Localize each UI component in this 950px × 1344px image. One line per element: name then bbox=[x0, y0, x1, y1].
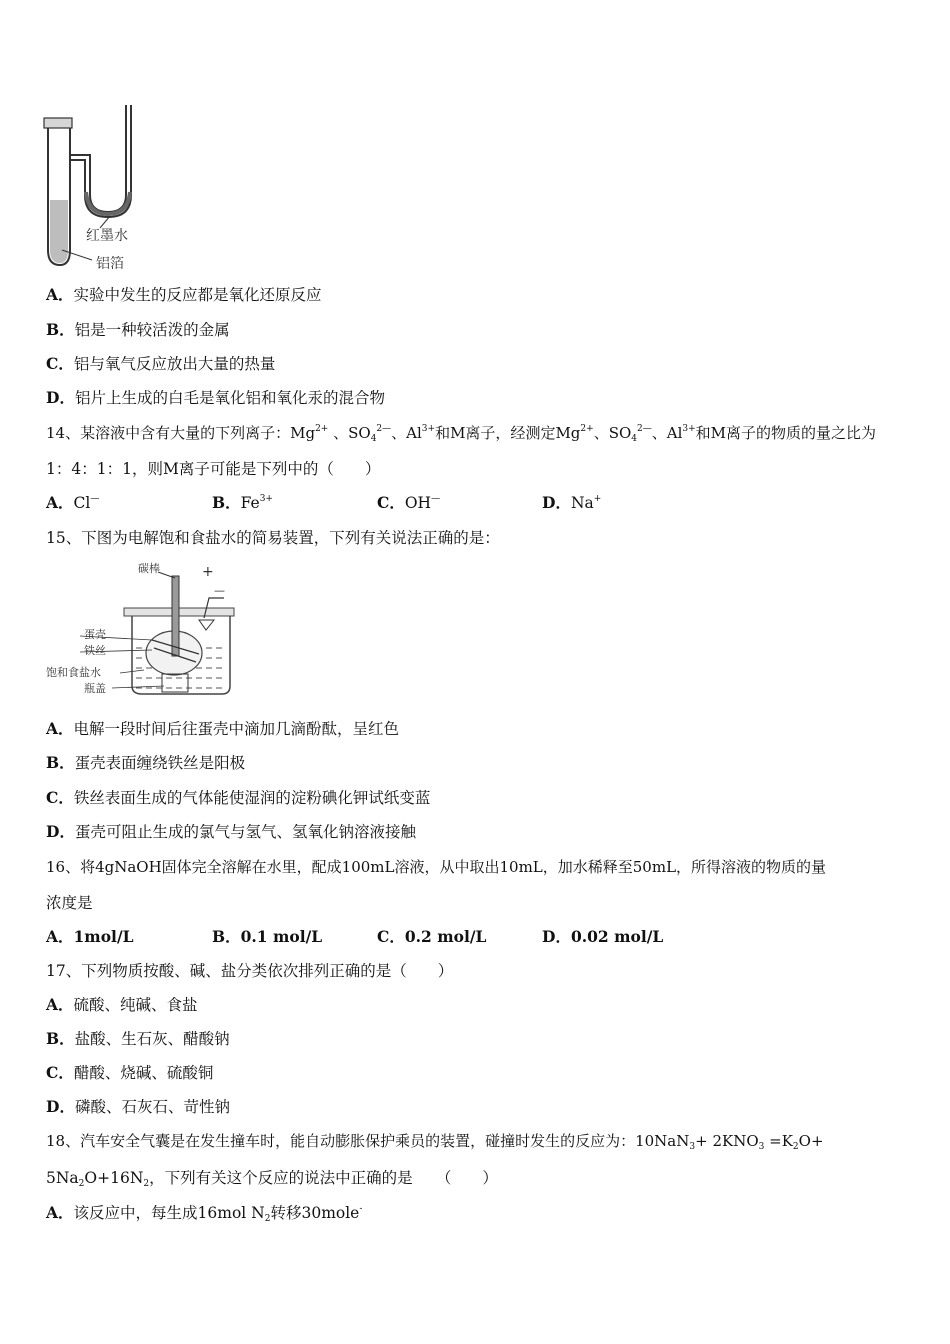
carbon-rod-shape bbox=[172, 576, 179, 656]
q17-option-d: D．磷酸、石灰石、苛性钠 bbox=[46, 1097, 230, 1116]
label-iron-wire: 铁丝 bbox=[84, 644, 106, 657]
stopper-shape bbox=[44, 118, 72, 128]
q15-option-d: D．蛋壳可阻止生成的氯气与氢气、氢氧化钠溶液接触 bbox=[46, 822, 416, 841]
foil-shape bbox=[50, 200, 68, 263]
q17-option-c: C．醋酸、烧碱、硫酸铜 bbox=[46, 1063, 214, 1082]
label-egg-shell: 蛋壳 bbox=[84, 628, 106, 641]
q15-stem: 15、下图为电解饱和食盐水的简易装置，下列有关说法正确的是： bbox=[46, 529, 500, 547]
q13-option-b: B．铝是一种较活泼的金属 bbox=[46, 320, 230, 339]
q16-option-c: C．0.2 mol/L bbox=[377, 927, 487, 946]
q13-option-c: C．铝与氧气反应放出大量的热量 bbox=[46, 354, 276, 373]
q14-option-d: D．Na+ bbox=[542, 493, 602, 512]
q16-option-a: A．1mol/L bbox=[46, 927, 134, 946]
label-aluminium-foil: 铝箔 bbox=[96, 256, 124, 272]
q15-option-a: A．电解一段时间后往蛋壳中滴加几滴酚酞，呈红色 bbox=[46, 719, 400, 738]
q14-stem: 14、某溶液中含有大量的下列离子：$Mg^{2+}$ 、$SO_4^{2—}$、$Al^{3+}$和M离子，经测定$Mg^{2+}$、$SO_4^{2—}$、$Al^{3+}$和M离子的物质的量之比为 bbox=[46, 424, 877, 444]
q18-stem: 18、汽车安全气囊是在发生撞车时，能自动膨胀保护乘员的装置，碰撞时发生的反应为：$10NaN_3+ 2KNO_3 =K_2O+$ bbox=[46, 1132, 824, 1152]
q17-stem: 17、下列物质按酸、碱、盐分类依次排列正确的是（ ） bbox=[46, 962, 454, 980]
q14-option-a: A．Cl— bbox=[46, 493, 100, 512]
q14-option-b: B．$Fe^{3+}$ bbox=[212, 493, 273, 512]
q17-option-b: B．盐酸、生石灰、醋酸钠 bbox=[46, 1029, 230, 1048]
label-red-ink: 红墨水 bbox=[86, 228, 128, 244]
label-carbon-rod: 碳棒 bbox=[138, 562, 160, 575]
label-brine: 饱和食盐水 bbox=[46, 666, 101, 679]
q14-option-c: C．OH— bbox=[377, 493, 441, 512]
label-minus: — bbox=[214, 584, 225, 597]
q13-option-a: A．实验中发生的反应都是氧化还原反应 bbox=[46, 285, 322, 304]
q18-stem-line2: $5Na_2O+16N_2$，下列有关这个反应的说法中正确的是 （ ） bbox=[46, 1169, 498, 1189]
electrolysis-figure bbox=[44, 558, 244, 700]
q16-option-d: D．0.02 mol/L bbox=[542, 927, 664, 946]
test-tube-figure bbox=[40, 100, 150, 272]
q15-option-b: B．蛋壳表面缠绕铁丝是阳极 bbox=[46, 753, 246, 772]
q14-stem-line2: 1：4：1：1，则M离子可能是下列中的（ ） bbox=[46, 460, 381, 478]
q16-stem: 16、将4gNaOH固体完全溶解在水里，配成100mL溶液，从中取出10mL，加水稀释至50mL，所得溶液的物质的量 bbox=[46, 858, 827, 876]
label-cap: 瓶盖 bbox=[84, 682, 106, 695]
q16-option-b: B．0.1 mol/L bbox=[212, 927, 323, 946]
q18-option-a: A．该反应中，每生成16mol $N_2$转移30mole- bbox=[46, 1203, 363, 1224]
q13-option-d: D．铝片上生成的白毛是氧化铝和氧化汞的混合物 bbox=[46, 388, 385, 407]
q17-option-a: A．硫酸、纯碱、食盐 bbox=[46, 995, 198, 1014]
q16-stem-line2: 浓度是 bbox=[46, 894, 93, 912]
q15-option-c: C．铁丝表面生成的气体能使湿润的淀粉碘化钾试纸变蓝 bbox=[46, 788, 431, 807]
label-plus: + bbox=[202, 564, 214, 580]
